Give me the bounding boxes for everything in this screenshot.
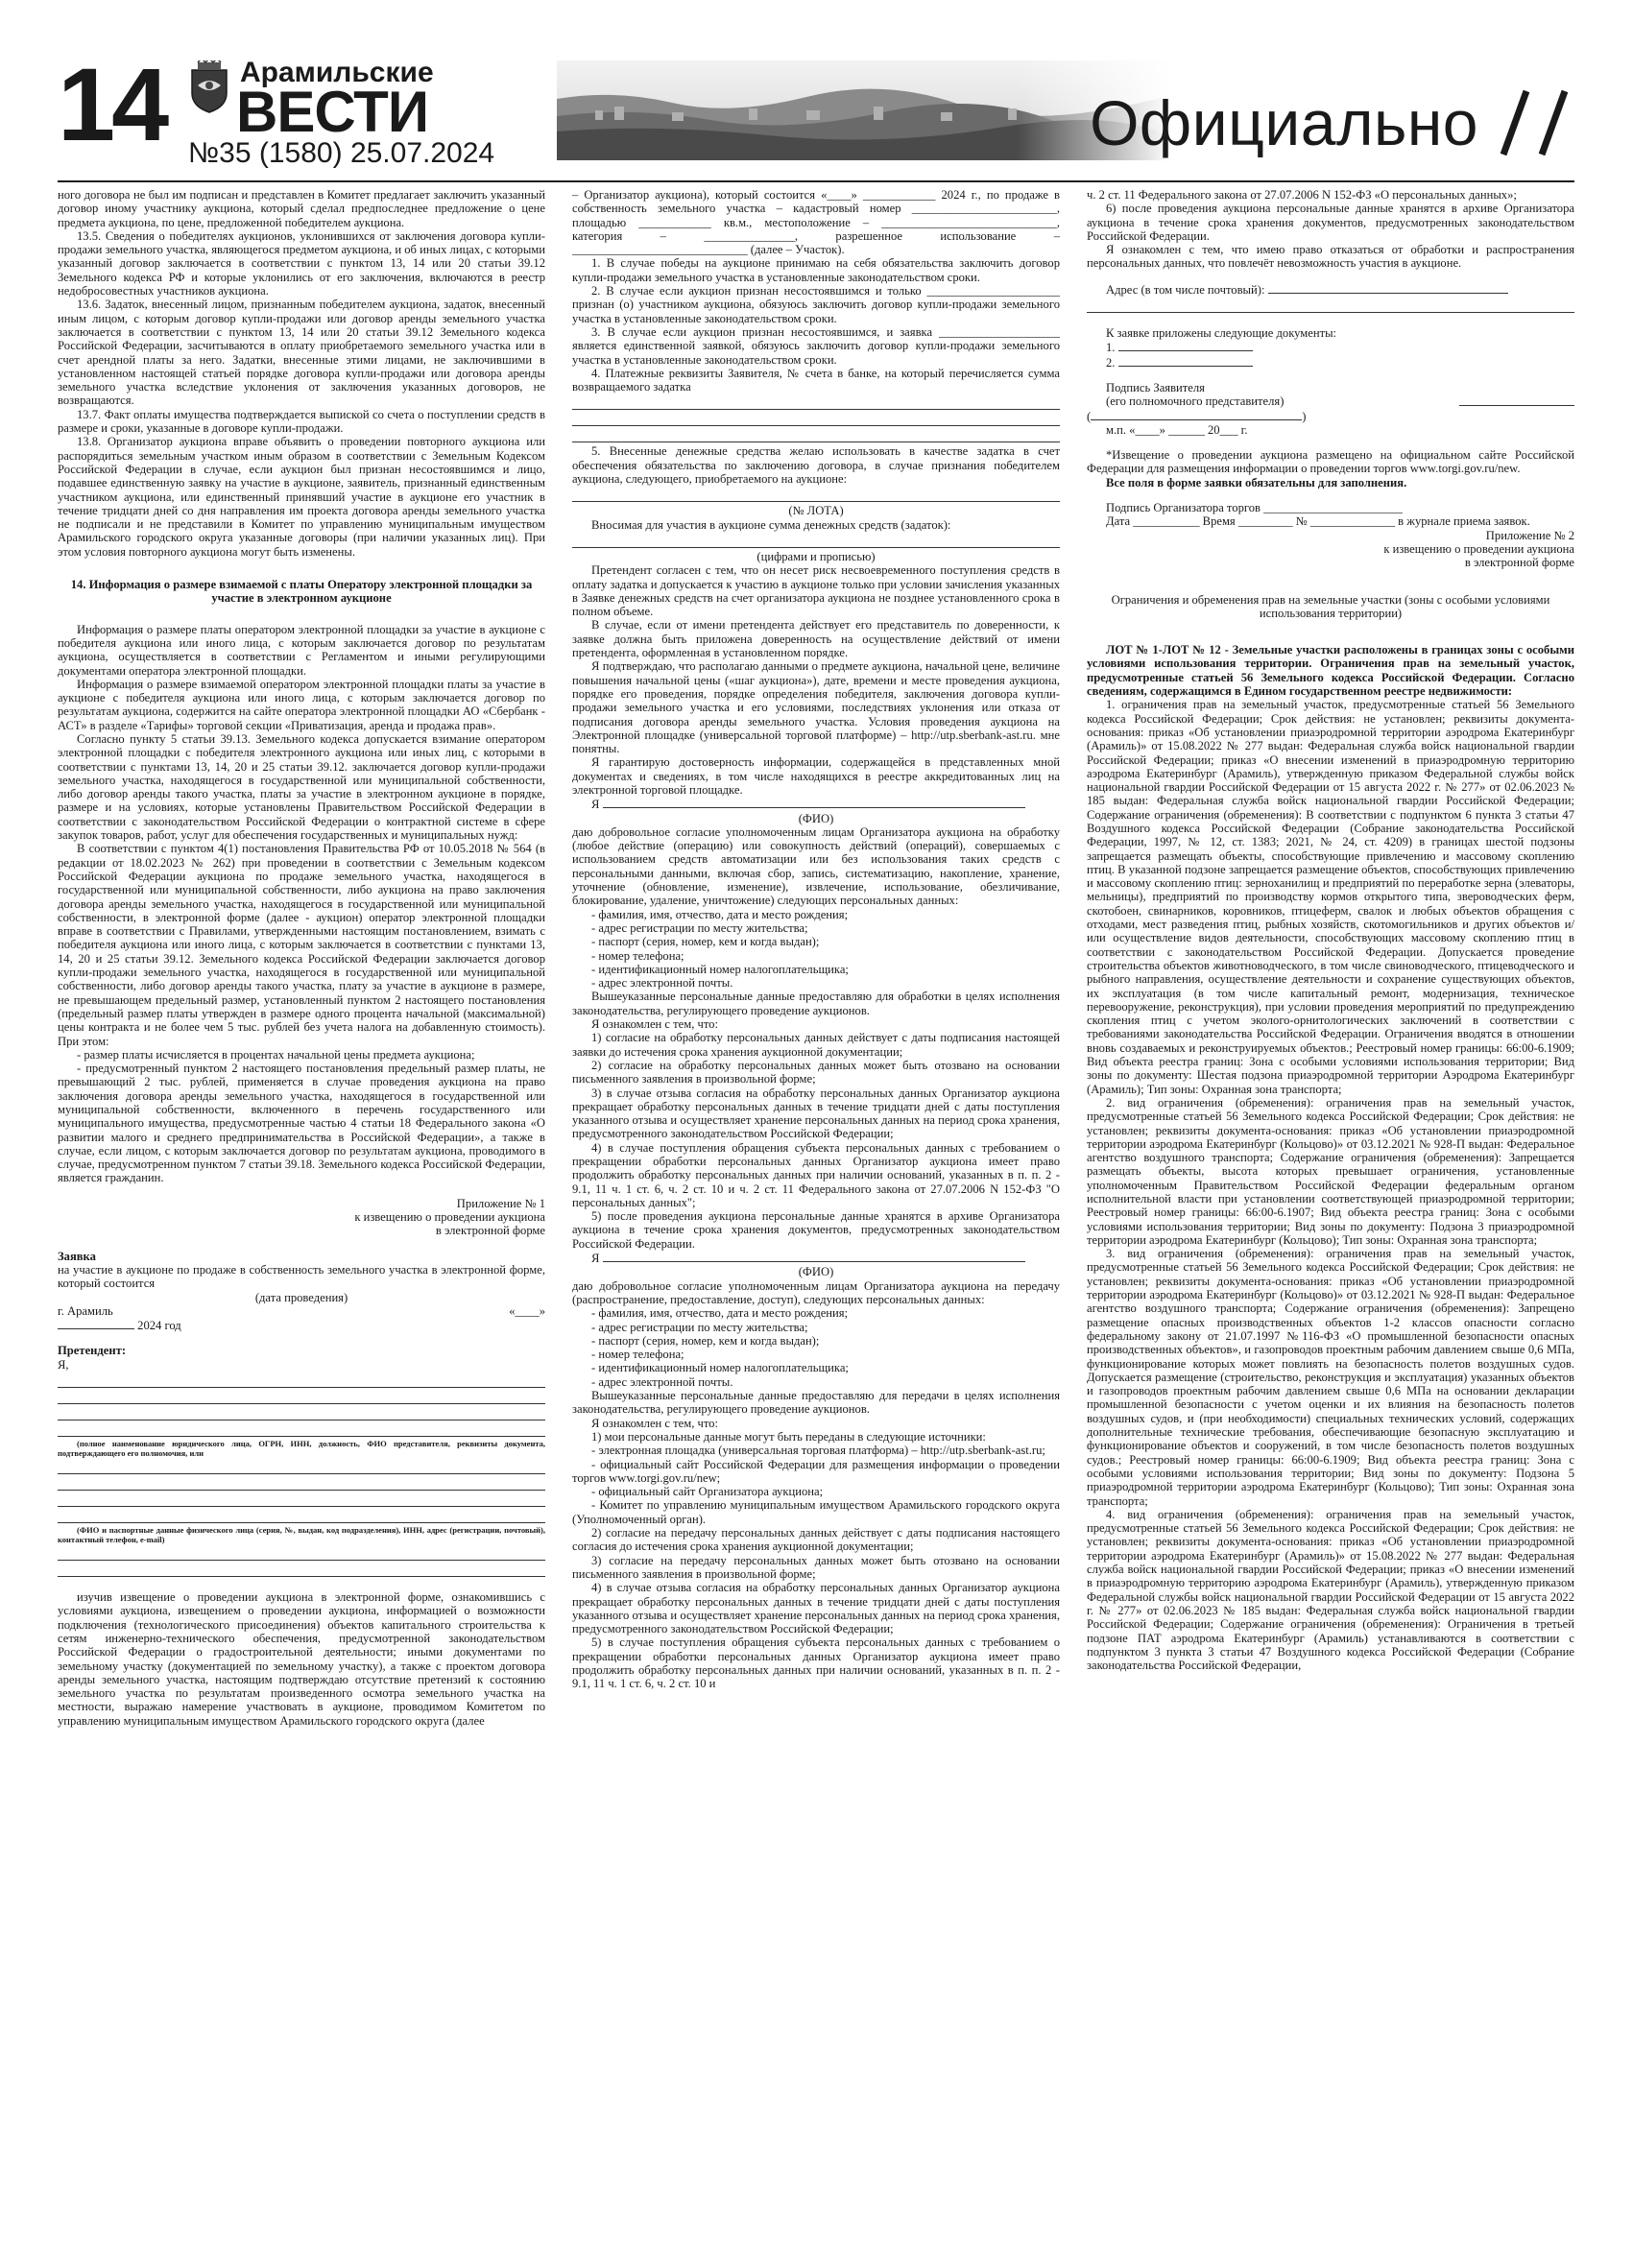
ya-label: Я, (58, 1357, 69, 1372)
list-item: - официальный сайт Российской Федерации для размещения информации о проведении торгов www.torgi.gov.ru/new; (572, 1457, 1060, 1485)
paragraph: В соответствии с пунктом 4(1) постановления Правительства РФ от 10.05.2018 № 564 (в редакции от 18.02.2023 № 262) при проведении в соответствии с Земельным кодексом Российской Федерации аукциона по продаже земельного участка, находящегося в государственной или муниципальной собственности, либо аукциона на право заключения договора аренды земельного участка, находящегося в государственной или муниципальной собственности, в электронной форме (далее - аукцион) оператор электронной площадки вправе в соответствии с Правилами, утвержденными настоящим постановлением, взимать с победителя аукциона или иного лица, с которым заключается в соответствии с пунктами 13, 14, 20 и 25 статьи 39.12. Земельного кодекса Российской Федерации заключается договор купли-продажи земельного участка, находящегося в государственной или муниципальной собственности, либо договор аренды такого участка, плату за участие в аукционе в размере, не превышающем предельный размер, установленный пунктом 2 настоящего постановления (предельный размер платы утвержден в размере одного процента начальной (максимальной) цены контракта и не более чем 5 тыс. рублей без учета налога на добавленную стоимость). При этом: (58, 842, 545, 1048)
paragraph: 2) согласие на обработку персональных данных может быть отозвано на основании письменного заявления в произвольной форме; (572, 1058, 1060, 1086)
appendix-label: Приложение № 1 (456, 1196, 545, 1210)
paper-name-bottom: ВЕСТИ (236, 80, 428, 144)
fio-caption: (ФИО) (798, 811, 834, 825)
city: г. Арамиль (58, 1303, 113, 1318)
paragraph: 5. Внесенные денежные средства желаю использовать в качестве задатка в счет обеспечения обязательства по заключению договора, в случае признания победителем аукциона, следующего, приобретаемого на аукционе: (572, 444, 1060, 487)
field-caption: (полное наименование юридического лица, ОГРН, ИНН, должность, ФИО представителя, реквизиты документа, подтверждающего его полномочия, или (58, 1439, 545, 1459)
paragraph: Я ознакомлен с тем, что: (591, 1017, 718, 1032)
paragraph: изучив извещение о проведении аукциона в электронной форме, ознакомившись с условиями аукциона, извещением о проведении аукциона, информацией о возможности подключения (технологического присоединения) объектов капитального строительства к сетям инженерно-технического обеспечения, предусмотренной законодательством Российской Федерации о градостроительной деятельности; иными документами по земельному участку (документацией по земельному участку), а также с проектом договора аренды земельного участка, настоящим подтверждаю отсутствие претензий к состоянию земельного участка по результатам произведенного осмотра земельного участка на местности, выражаю намерение участвовать в аукционе, проводимом Комитетом по управлению муниципальным имуществом Арамильского городского округа (далее (58, 1590, 545, 1728)
list-item: - адрес регистрации по месту жительства; (591, 1320, 808, 1334)
address-line (1087, 282, 1574, 297)
list-item: - номер телефона; (591, 948, 684, 963)
form-field[interactable] (572, 395, 1060, 410)
list-item: - фамилия, имя, отчество, дата и место рождения; (591, 1306, 849, 1321)
city-panorama-photo (557, 60, 1171, 160)
paragraph: Я подтверждаю, что располагаю данными о предмете аукциона, начальной цене, величине повышения начальной цены («шаг аукциона»), дате, времени и месте проведения аукциона, порядке его проведения, порядке определения победителя, заключения договора купли-продажи земельного участка и его условиями, последствиях уклонения или отказа от подписания договора аренды земельного участка. Условия проведения аукциона на Электронной площадке (универсальной торговой платформе) – http://utp.sberbank-ast.ru. мне понятны. (572, 659, 1060, 756)
form-field[interactable] (58, 1546, 545, 1561)
paragraph: 3. В случае если аукцион признан несостоявшимся, и заявка ____________________ является единственной заявкой, обязуюсь заключить договор купли-продажи земельного участка в установленные законодательством сроки. (572, 324, 1060, 367)
paragraph: даю добровольное согласие уполномоченным лицам Организатора аукциона на обработку (любое действие (операцию) или совокупность действий (операций), совершаемых с использованием средств автоматизации или без использования таких средств с персональными данными, включая сбор, запись, систематизацию, накопление, хранение, уточнение (обновление, изменение), извлечение, использование, обезличивание, блокирование, удаление, уничтожение) следующих персональных данных: (572, 824, 1060, 908)
list-item: - Комитет по управлению муниципальным имуществом Арамильского городского округа (Уполномоченный орган). (572, 1498, 1060, 1526)
stamp-date: м.п. «____» ______ 20___ г. (1106, 422, 1248, 437)
form-field[interactable] (58, 1373, 545, 1388)
list-item: - электронная площадка (универсальная торговая платформа) – http://utp.sberbank-ast.ru; (591, 1444, 1045, 1458)
year: 2024 год (137, 1319, 181, 1333)
paragraph: Согласно пункту 5 статьи 39.13. Земельного кодекса допускается взимание оператором электронной площадки с победителя электронного аукциона или иных лиц, с которыми в соответствии с пунктами 13, 14, 20 и 25 статьи 39.12. заключается договор купли-продажи земельного участка, находящегося в государственной или муниципальной собственности, либо договор аренды такого участка, платы за участие в электронном аукционе в порядке, размере и на условиях, которые установлены Правительством Российской Федерации в соответствии с законодательством Российской Федерации о контрактной системе в сфере закупок товаров, работ, услуг для обеспечения государственных и муниципальных нужд: (58, 731, 545, 843)
paragraph: 2. В случае если аукцион признан несостоявшимся и только ______________________ признан (о) участником аукциона, обязуюсь заключить договор купли-продажи земельного участка в установленные законодательством сроки. (572, 284, 1060, 325)
year-line (58, 1318, 545, 1332)
paragraph: - предусмотренный пунктом 2 настоящего постановления предельный размер платы, не превышающий 2 тыс. рублей, применяется в случае проведения аукциона на право заключения договора аренды земельного участка, находящегося в государственной или муниципальной собственности, включенного в перечень государственного или муниципального имущества, предусмотренные частью 4 статьи 18 Федерального закона «О развитии малого и среднего предпринимательства в Российской Федерации», а также в случае, если лицом, с которым заключается договор по результатам аукциона, проводимого в случае, предусмотренном пунктом 7 статьи 39.18. Земельного кодекса Российской Федерации, является гражданин. (58, 1062, 545, 1185)
lot-caption: (№ ЛОТА) (788, 504, 844, 518)
section-title: Официально (1090, 87, 1478, 158)
signature-caption: (его полномочного представителя) (1106, 394, 1285, 409)
paragraph: 13.7. Факт оплаты имущества подтверждается выпиской со счета о поступлении средств в размере и сроки, указанные в договоре купли-продажи. (58, 407, 545, 436)
form-field[interactable] (58, 1422, 545, 1437)
form-field[interactable] (58, 1406, 545, 1420)
attached-label: К заявке приложены следующие документы: (1106, 326, 1337, 341)
paragraph: 4) в случае поступления обращения субъекта персональных данных с требованием о прекращении обработки персональных данных Организатор аукциона имеет право продолжить обработку персональных данных при наличии оснований, указанных в п. п. 2 - 9.1, 11 ч. 1 ст. 6, ч. 2 ст. 10 и ч. 2 ст. 11 Федерального закона от 27.07.2006 N 152-ФЗ "О персональных данных"; (572, 1140, 1060, 1209)
paragraph: *Извещение о проведении аукциона размещено на официальном сайте Российской Федерации для размещения информации о проведении торгов www.torgi.gov.ru/new. (1087, 448, 1574, 476)
form-field[interactable] (58, 1492, 545, 1507)
paragraph: Я ознакомлен с тем, что имею право отказаться от обработки и распространения персональных данных, что повлечёт невозможность участия в аукционе. (1087, 243, 1574, 271)
paragraph: 2) согласие на передачу персональных данных действует с даты подписания настоящего согласия до истечения срока хранения аукционной документации; (572, 1526, 1060, 1554)
city-line (58, 1304, 545, 1318)
form-field[interactable] (572, 412, 1060, 426)
signature-blank: ( ) (1087, 409, 1307, 423)
list-item: - паспорт (серия, номер, кем и когда выдан); (591, 1333, 820, 1348)
paragraph: ч. 2 ст. 11 Федерального закона от 27.07.2006 N 152-ФЗ «О персональных данных»; (1087, 188, 1517, 202)
attachment-line (1087, 355, 1574, 370)
city-crest-icon (188, 60, 230, 114)
paragraph: 3) в случае отзыва согласия на обработку персональных данных Организатор аукциона прекращает обработку персональных данных в течение тридцати дней с даты поступления указанного отзыва и осуществляет хранение персональных данных на период срока хранения, предусмотренного законодательством Российской Федерации; (572, 1086, 1060, 1141)
form-field[interactable] (572, 428, 1060, 442)
form-intro: на участие в аукционе по продаже в собственность земельного участка в электронной форме, который состоится (58, 1262, 545, 1291)
paragraph: 5) после проведения аукциона персональные данные хранятся в архиве Организатора аукциона в течение срока хранения документов, предусмотренных законодательством Российской Федерации. (572, 1209, 1060, 1251)
paragraph: 3) согласие на передачу персональных данных может быть отозвано на основании письменного заявления в произвольной форме; (572, 1553, 1060, 1581)
paragraph: 1) согласие на обработку персональных данных действует с даты подписания настоящей заявки до истечения срока хранения аукционной документации; (572, 1031, 1060, 1059)
ya-label: Я (591, 1252, 600, 1266)
form-field[interactable] (1087, 298, 1574, 313)
fio-caption: (ФИО) (798, 1265, 834, 1279)
form-field[interactable] (58, 1476, 545, 1491)
organizer-signature: Подпись Организатора торгов _______________________ (1106, 501, 1403, 515)
paragraph: 4. Платежные реквизиты Заявителя, № счета в банке, на который перечисляется сумма возвращаемого задатка (572, 366, 1060, 394)
appendix-label: Приложение № 2 (1485, 528, 1574, 542)
list-item: - адрес электронной почты. (591, 1374, 733, 1389)
attachment-number: 1. (1106, 341, 1116, 355)
mandatory-note: Все поля в форме заявки обязательны для заполнения. (1106, 475, 1407, 489)
form-field[interactable] (58, 1563, 545, 1577)
ya-label: Я (591, 798, 600, 812)
form-title: Заявка (58, 1249, 96, 1263)
signature-line (1087, 394, 1574, 408)
column-3 (1087, 188, 1574, 2252)
form-field[interactable] (58, 1390, 545, 1404)
lot-heading: ЛОТ № 1-ЛОТ № 12 - Земельные участки расположены в границах зоны с особыми условиями использования территории. Ограничения прав на земельный участок, предусмотренные статьей 56 Земельного кодекса Российской Федерации. Согласно сведениям, содержащимся в Едином государственном реестре недвижимости: (1087, 643, 1574, 699)
double-slash-icon (1498, 87, 1574, 158)
appendix-label: в электронной форме (435, 1224, 545, 1238)
paragraph: 6) после проведения аукциона персональные данные хранятся в архиве Организатора аукциона в течение срока хранения документов, предусмотренных законодательством Российской Федерации. (1087, 202, 1574, 243)
list-item: - адрес регистрации по месту жительства; (591, 920, 808, 935)
ya-line (572, 797, 1060, 811)
form-field[interactable] (572, 534, 1060, 548)
restriction-item: 2. вид ограничения (обременения): ограничения прав на земельный участок, предусмотренные статьей 56 Земельного кодекса Российской Федерации; Срок действия: не установлен; реквизиты документа-основания: приказ «Об установлении приаэродромной территории аэродрома Екатеринбург (Кольцово)» от 03.12.2021 № 928-П выдан: Федеральное агентство воздушного транспорта; Содержание ограничения (обременения): Запрещается размещать объекты, высота которых превышает ограничения, установленные уполномоченным Правительством Российской Федерации федеральным органом исполнительной власти при установлении соответствующей приаэродромной территории; Реестровый номер границы: 66:00-6.1907; Вид объекта реестра границ: Зона с особыми условиями использования территории; Вид зоны по документу: Подзона 3 приаэродромной территории аэродрома Екатеринбург (Кольцово); Тип зоны: Охранная зона транспорта; (1087, 1095, 1574, 1247)
paragraph: 4) в случае отзыва согласия на обработку персональных данных Организатор аукциона прекращает обработку персональных данных в течение тридцати дней с даты поступления указанного отзыва и осуществляет хранение персональных данных на период срока хранения, предусмотренного законодательством Российской Федерации; (572, 1581, 1060, 1636)
ya-line (572, 1251, 1060, 1265)
list-item: - адрес электронной почты. (591, 976, 733, 991)
paragraph: Вносимая для участия в аукционе сумма денежных средств (задаток): (591, 517, 951, 532)
appendix-label: к извещению о проведении аукциона (1383, 541, 1574, 556)
paragraph: Информация о размере взимаемой оператором электронной площадки платы за участие в аукционе с победителя аукциона или иного лица, с которым заключается договор по результатам аукциона, содержится на сайте оператора электронной площадки АО «Сбербанк - АСТ» в разделе «Тарифы» торговой секции «Приватизация, аренда и продажа прав». (58, 677, 545, 732)
restrictions-title: Ограничения и обременения прав на земельные участки (зоны с особыми условиями использования территории) (1111, 592, 1550, 620)
paragraph: 13.8. Организатор аукциона вправе объявить о проведении повторного аукциона или распорядиться земельным участком иным образом в соответствии с Земельным Кодексом Российской Федерации в случае, если аукцион был признан несостоявшимся и лицо, подавшее единственную заявку на участие в аукционе, заявитель, признанный единственным участником аукциона, или единственный принявший участие в аукционе его участник в течение тридцати дней со дня направления им проекта договора аренды земельного участка не подписали и не представили в Комитет по управлению муниципальным имуществом Арамильского городского округа указанные договоры (при наличии указанных лиц). При этом условия повторного аукциона могут быть изменены. (58, 435, 545, 559)
list-item: - паспорт (серия, номер, кем и когда выдан); (591, 935, 820, 949)
list-item: - номер телефона; (591, 1348, 684, 1362)
paragraph: Претендент согласен с тем, что он несет риск несвоевременного поступления средств в оплату задатка и допускается к участию в аукционе только при условии зачисления указанных в Заявке денежных средств на счет организатора аукциона не позднее установленного срока в полном объеме. (572, 563, 1060, 619)
field-caption: (ФИО и паспортные данные физического лица (серия, №, выдан, код подразделения), ИНН, адрес (регистрации, почтовый), контактный телефон, e-mail) (58, 1525, 545, 1545)
amount-caption: (цифрами и прописью) (756, 549, 876, 563)
appendix-label: в электронной форме (1464, 556, 1574, 570)
restriction-item: 4. вид ограничения (обременения): ограничения прав на земельный участок, предусмотренные статьей 56 Земельного кодекса Российской Федерации; Срок действия: не установлен; реквизиты документа-основания: приказ «Об установлении приаэродромной территории аэродрома Екатеринбург (Арамиль)» от 15.08.2022 № 277 выдан: Федеральная служба войск национальной гвардии Российской Федерации; приказ «О внесении изменений в приаэродромную территорию аэродрома Екатеринбург (Арамиль), утвержденную приказом Федеральной службы войск национальной гвардии Российской Федерации от 15 августа 2022 г. № 277» от 02.06.2023 № 185 выдан: Федеральная служба войск национальной гвардии Российской Федерации; Содержание ограничения (обременения): Ограничения в третьей подзоне ПАТ аэродрома Екатеринбург (Арамиль) устанавливаются в соответствии с подпунктом 3 пункта 3 статьи 47 Воздушного кодекса Российской Федерации (Собрание законодательства Российской Федерации, (1087, 1507, 1574, 1673)
paper-name-top: Арамильские (240, 57, 434, 88)
paragraph: 5) в случае поступления обращения субъекта персональных данных с требованием о прекращении обработки персональных данных Организатор аукциона имеет право продолжить обработку персональных данных при наличии оснований, указанных в п. п. 2 - 9.1, 11 ч. 1 ст. 6, ч. 2 ст. 10 и (572, 1635, 1060, 1691)
list-item: - официальный сайт Организатора аукциона; (591, 1485, 824, 1499)
registration-line: Дата ___________ Время _________ № ______________ в журнале приема заявок. (1106, 514, 1530, 529)
appendix-label: к извещению о проведении аукциона (354, 1210, 545, 1225)
paragraph: Я ознакомлен с тем, что: (591, 1416, 718, 1430)
column-2 (572, 188, 1060, 2252)
restriction-item: 1. ограничения прав на земельный участок, предусмотренные статьей 56 Земельного кодекса Российской Федерации; Срок действия: не установлен; реквизиты документа-основания: приказ «Об установлении приаэродромной территории аэродрома Екатеринбург (Арамиль)» от 15.08.2022 № 277 выдан: Федеральная служба войск национальной гвардии Российской Федерации; приказ «О внесении изменений в приаэродромную территорию аэродрома Екатеринбург (Арамиль), утвержденную приказом Федеральной службы войск национальной гвардии Российской Федерации от 15 августа 2022 г. № 277» от 02.06.2023 № 185 выдан: Федеральная служба войск национальной гвардии Российской Федерации; Содержание ограничения (обременения): В соответствии с подпунктом 6 пункта 3 статьи 47 Воздушного кодекса Российской Федерации (Собрание законодательства Российской Федерации, 1997, № 12, ст. 1383; 2021, № 24, ст. 4209) в границах шестой подзоны запрещается размещать объекты, способствующие привлечению и массовому скоплению птиц. В указанной подзоне запрещается размещение объектов, способствующих привлечению и массовому скоплению птиц: зерноханилищ и предприятий по переработке зерна (элеваторы, мельницы), предприятий по производству кормов открытого типа, звероводческих ферм, скотобоен, свинарников, коровников, птицеферм, свалок и любых объектов обращения с отходами, мест разведения птиц, рыбных хозяйств, скотомогильников и других объектов и/или осуществление видов деятельности, способствующих массовому скоплению птиц в соответствии с законодательством Российской Федерации. Допускается проведение строительства объектов животноводческого, в том числе свиноводческого, птицеводческого и рыбного направления, осуществление деятельности и сохранение существующих объектов, их эксплуатация (в том числе капитальный ремонт, модернизация, техническое перевооружение, реконструкция), при условии проведения мероприятий по предупреждению скопления птиц с учетом эколого-орнитологических заключений в соответствии с требованиями законодательства Российской Федерации. Ограничения вводятся в отношении вновь создаваемых и реконструируемых объектов.; Реестровый номер границы: 66:00-6.1909; Вид объекта реестра границ: Зона с особыми условиями использования территории; Вид зоны по документу: Шестая подзона приаэродромной территории Аэродрома Екатеринбург (Арамиль); Тип зоны: Охранная зона транспорта; (1087, 698, 1574, 1096)
list-item: - фамилия, имя, отчество, дата и место рождения; (591, 907, 849, 921)
form-field[interactable] (58, 1509, 545, 1523)
attachment-line (1087, 340, 1574, 354)
masthead (58, 46, 1574, 178)
paragraph: 13.6. Задаток, внесенный лицом, признанным победителем аукциона, задаток, внесенный иным лицом, с которым договор купли-продажи или договор аренды земельного участка заключается в соответствии с пунктом 13, 14 или 20 статьи 39.12 Земельного кодекса Российской Федерации, засчитываются в оплату приобретаемого земельного участка или в счет арендной платы за него. Задатки, внесенные этими лицами, не заключившими в установленном настоящей статьей порядке договора купли-продажи или договора аренды земельного участка вследствие уклонения от заключения указанных договоров, не возвращаются. (58, 298, 545, 408)
date-quote: «____» (509, 1303, 545, 1318)
signature-label: Подпись Заявителя (1106, 380, 1205, 394)
paragraph: – Организатор аукциона), который состоится «____» ____________ 2024 г., по продаже в собственность земельного участка – кадастровый номер ________________________, площадью ____________ кв.м., местоположение – _____________________________, категория – _______________, разрешенное использование – _____________________________ (далее – Участок). (572, 188, 1060, 257)
form-field[interactable] (572, 488, 1060, 502)
paragraph: - размер платы исчисляется в процентах начальной цены предмета аукциона; (77, 1047, 475, 1062)
attachment-number: 2. (1106, 355, 1116, 370)
paragraph: Вышеуказанные персональные данные предоставляю для обработки в целях исполнения законодательства, регулирующего проведение аукционов. (572, 990, 1060, 1017)
list-item: - идентификационный номер налогоплательщика; (591, 962, 849, 976)
section-heading: 14. Информация о размере взимаемой с платы Оператору электронной площадки за участие в электронном аукционе (70, 578, 533, 606)
address-label: Адрес (в том числе почтовый): (1106, 282, 1265, 297)
date-caption: (дата проведения) (254, 1290, 348, 1304)
paragraph: 13.5. Сведения о победителях аукционов, уклонившихся от заключения договора купли-продажи земельного участка, являющегося предметом аукциона, и об иных лицах, с которыми указанный договор заключается в соответствии с пунктом 13, 14 или 20 статьи 39.12 Земельного кодекса РФ и которые уклонились от его заключения, включаются в реестр недобросовестных участников аукциона. (58, 228, 545, 298)
paragraph: В случае, если от имени претендента действует его представитель по доверенности, к заявке должна быть приложена доверенность на осуществление действий от имени претендента, оформленная в установленном порядке. (572, 618, 1060, 660)
restriction-item: 3. вид ограничения (обременения): ограничения прав на земельный участок, предусмотренные статьей 56 Земельного кодекса Российской Федерации; Срок действия: не установлен; реквизиты документа-основания: приказ «Об установлении приаэродромной территории аэродрома Екатеринбург (Кольцово)» от 03.12.2021 № 928-П выдан: Федеральное агентство воздушного транспорта; Содержание ограничения (обременения): Запрещено размещение опасных производственных объектов 1-2 классов опасности согласно федеральному закону от 21.07.1997 №116-ФЗ «О промышленной безопасности опасных производственных объектов», и газопроводов проектным рабочим давлением свыше 0,6 МПа, функционирование которых может повлиять на безопасность полетов воздушных судов. Допускается размещение (строительство, реконструкция и эксплуатация) указанных объектов и газопроводов проектным рабочим давлением свыше 0,6 МПа на основании декларации промышленной безопасности с учетом оценки и их влияния на безопасность полетов воздушных судов, и (при необходимости) специальных технических условий, содержащих дополнительные технические требования, обеспечивающие безопасную эксплуатацию и функционирование объектов и сооружений, в том числе безопасность полетов воздушных судов.; Реестровый номер границы: 66:00-6.1909; Вид объекта реестра границ: Зона с особыми условиями использования территории; Вид зоны по документу: Подзона 5 приаэродромной территории аэродрома Екатеринбург (Кольцово); Тип зоны: Охранная зона транспорта; (1087, 1247, 1574, 1508)
column-1 (58, 188, 545, 2252)
list-item: - идентификационный номер налогоплательщика; (591, 1361, 849, 1375)
paragraph: 1) мои персональные данные могут быть переданы в следующие источники: (591, 1429, 986, 1444)
paragraph: даю добровольное согласие уполномоченным лицам Организатора аукциона на передачу (распространение, предоставление, доступ), следующих персональных данных: (572, 1278, 1060, 1306)
form-field[interactable] (58, 1460, 545, 1474)
paragraph: Вышеуказанные персональные данные предоставляю для передачи в целях исполнения законодательства, регулирующего проведение аукционов. (572, 1389, 1060, 1417)
paragraph: 1. В случае победы на аукционе принимаю на себя обязательства заключить договор купли-продажи земельного участка в установленные законодательством сроки. (572, 256, 1060, 284)
issue-number-date: №35 (1580) 25.07.2024 (188, 137, 495, 169)
masthead-rule (58, 180, 1574, 182)
paragraph: Я гарантирую достоверность информации, содержащейся в представленных мной документах и сведениях, в том числе находящихся в реестре аккредитованных лиц на электронной торговой площадке. (572, 755, 1060, 797)
page-number: 14 (58, 46, 166, 162)
paragraph: Информация о размере платы оператором электронной площадки за участие в аукционе с победителя аукциона или иного лица, с которым заключается договор по результатам аукциона, осуществляется в соответствии с Регламентом и иными регулирующими документами оператора электронной площадки. (58, 622, 545, 678)
paragraph: ного договора не был им подписан и представлен в Комитет предлагает заключить указанный договор иному участнику аукциона, который сделал предпоследнее предложение о цене предмета аукциона, по цене, предложенной победителем аукциона. (58, 188, 545, 229)
pretendent-label: Претендент: (58, 1344, 127, 1358)
